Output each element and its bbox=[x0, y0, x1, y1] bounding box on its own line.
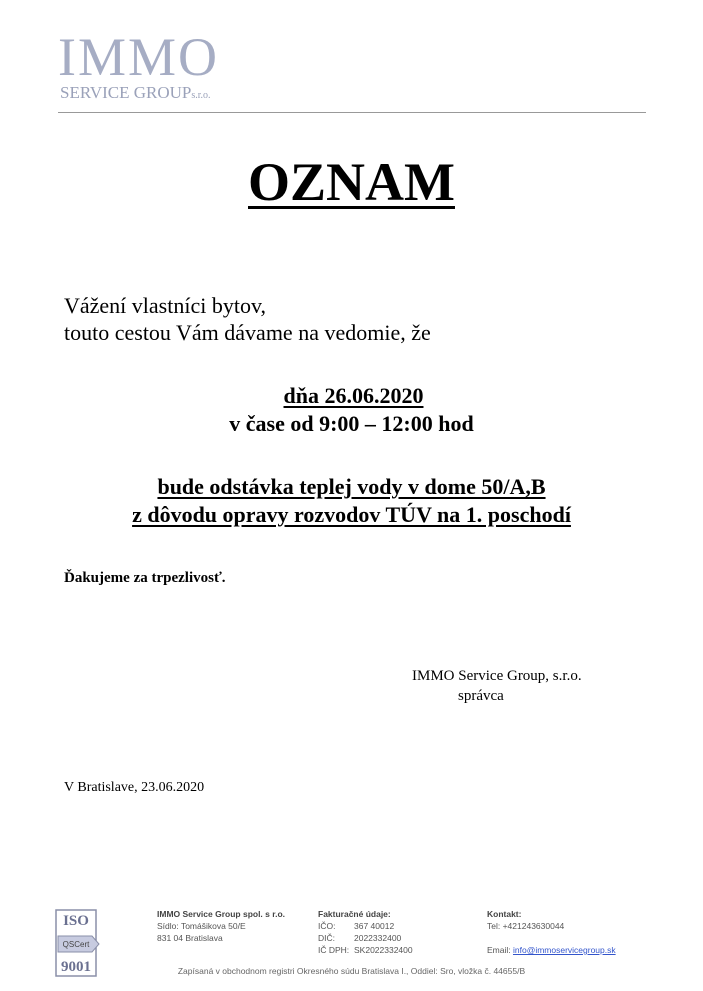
email-label: Email: bbox=[487, 945, 513, 955]
schedule bbox=[0, 382, 703, 438]
logo-sub-name: SERVICE GROUP bbox=[60, 83, 192, 102]
logo-main-text: IMMO bbox=[58, 27, 220, 87]
page-title bbox=[0, 152, 703, 212]
ico-label: IČO: bbox=[318, 921, 336, 931]
thanks-text: Ďakujeme za trpezlivosť. bbox=[64, 570, 226, 586]
iso-bottom-text: 9001 bbox=[61, 959, 91, 975]
logo-sro: s.r.o. bbox=[191, 90, 211, 101]
logo-sub-text bbox=[60, 84, 211, 101]
notice-line-2: z dôvodu opravy rozvodov TÚV na 1. poschodí bbox=[132, 502, 571, 527]
dic-value: 2022332400 bbox=[354, 933, 402, 943]
billing-heading: Fakturačné údaje: bbox=[318, 909, 391, 919]
title-text: OZNAM bbox=[248, 152, 455, 212]
dic-label: DIČ: bbox=[318, 933, 335, 943]
footer-contact bbox=[487, 908, 616, 956]
footer-address-2: 831 04 Bratislava bbox=[157, 933, 223, 943]
email-link[interactable]: info@immoservicegroup.sk bbox=[512, 945, 616, 955]
notice bbox=[0, 473, 703, 529]
footer-company-name: IMMO Service Group spol. s r.o. bbox=[157, 909, 286, 919]
footer-address-1: Sídlo: Tomášikova 50/E bbox=[157, 921, 246, 931]
schedule-time: v čase od 9:00 – 12:00 hod bbox=[229, 411, 474, 436]
greeting bbox=[64, 292, 431, 346]
contact-heading: Kontakt: bbox=[487, 909, 522, 919]
schedule-date: dňa 26.06.2020 bbox=[283, 383, 424, 408]
contact-tel: Tel: +421243630044 bbox=[487, 921, 565, 931]
iso-top-text: ISO bbox=[63, 913, 89, 929]
signature-role: správca bbox=[458, 688, 504, 704]
greeting-line-2: touto cestou Vám dávame na vedomie, že bbox=[64, 320, 431, 345]
header-divider bbox=[58, 112, 646, 113]
icdph-value: SK2022332400 bbox=[354, 945, 413, 955]
place-date: V Bratislave, 23.06.2020 bbox=[64, 780, 205, 795]
footer-billing bbox=[318, 908, 413, 956]
iso-mid-text: QSCert bbox=[62, 940, 90, 949]
greeting-line-1: Vážení vlastníci bytov, bbox=[64, 293, 267, 318]
icdph-label: IČ DPH: bbox=[318, 945, 350, 955]
notice-line-1: bude odstávka teplej vody v dome 50/A,B bbox=[157, 474, 546, 499]
ico-value: 367 40012 bbox=[354, 921, 395, 931]
footer-company bbox=[157, 908, 285, 944]
signature-company: IMMO Service Group, s.r.o. bbox=[412, 668, 582, 684]
footer-registry: Zapísaná v obchodnom registri Okresného súdu Bratislava I., Oddiel: Sro, vložka č. 44655/B bbox=[177, 966, 526, 976]
